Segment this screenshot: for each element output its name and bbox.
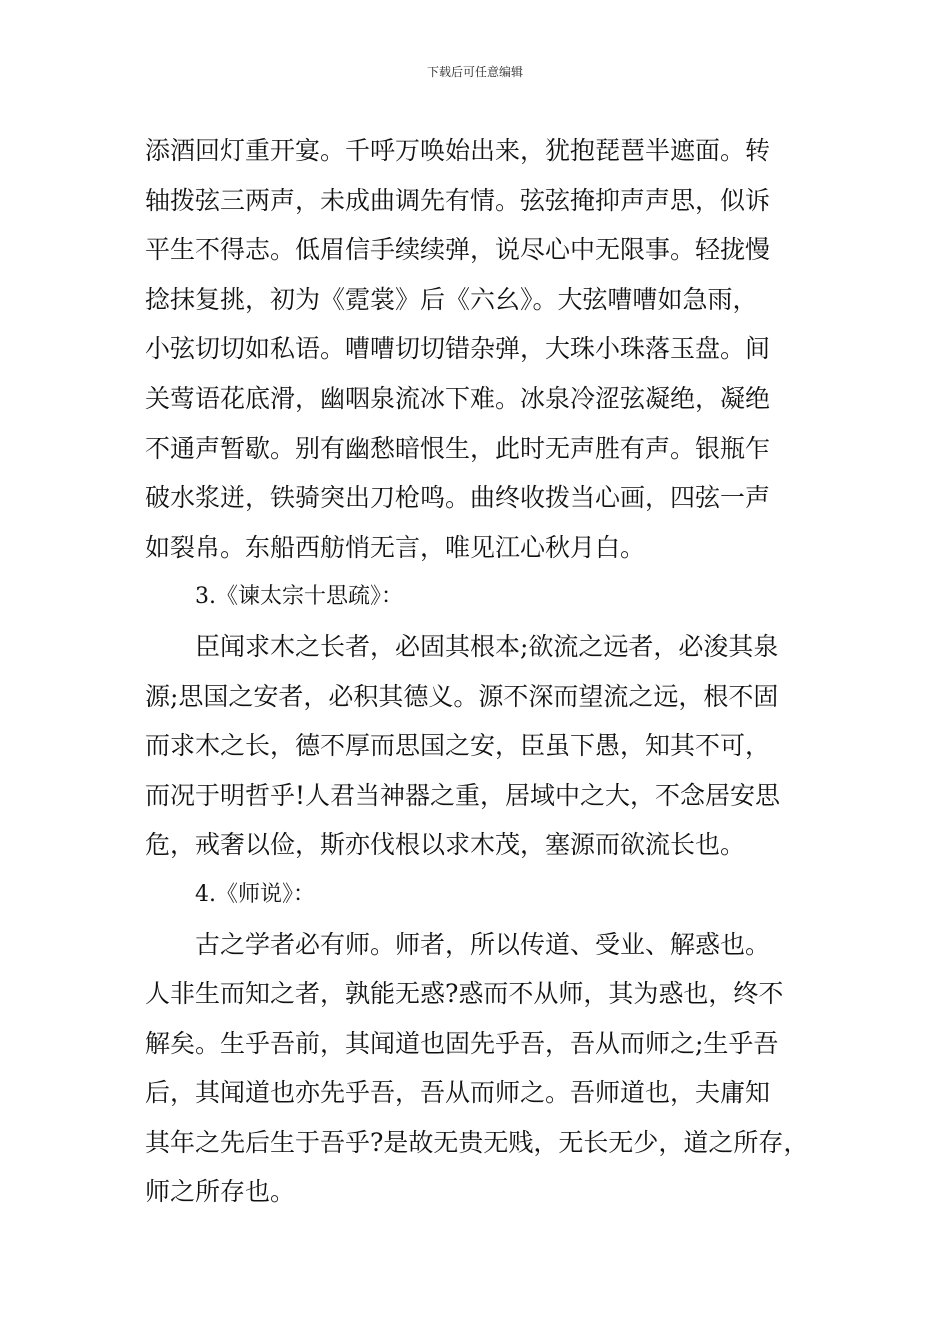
text-line: 平生不得志。低眉信手续续弹，说尽心中无限事。轻拢慢 (145, 235, 771, 265)
document-body (145, 126, 825, 1217)
text-line: 后，其闻道也亦先乎吾，吾从而师之。吾师道也，夫庸知 (145, 1078, 771, 1108)
text-line: 而况于明哲乎!人君当神器之重，居域中之大，不念居安思 (145, 780, 781, 810)
text-line: 小弦切切如私语。嘈嘈切切错杂弹，大珠小珠落玉盘。间 (145, 334, 771, 364)
text-line: 捻抹复挑，初为《霓裳》后《六幺》。大弦嘈嘈如急雨， (145, 284, 758, 314)
text-line: 如裂帛。东船西舫悄无言，唯见江心秋月白。 (145, 532, 646, 562)
section-heading: 4.《师说》： (195, 881, 315, 907)
poem-continuation (145, 126, 825, 572)
text-line: 其年之先后生于吾乎?是故无贵无贱，无长无少，道之所存， (145, 1127, 809, 1157)
text-line: 解矣。生乎吾前，其闻道也固先乎吾，吾从而师之;生乎吾 (145, 1028, 779, 1058)
text-line: 关莺语花底滑，幽咽泉流冰下难。冰泉冷涩弦凝绝，凝绝 (145, 383, 771, 413)
section-4 (145, 870, 825, 1217)
text-line: 破水浆迸，铁骑突出刀枪鸣。曲终收拨当心画，四弦一声 (145, 483, 771, 513)
text-line: 人非生而知之者，孰能无惑?惑而不从师，其为惑也，终不 (145, 979, 784, 1009)
text-line: 轴拨弦三两声，未成曲调先有情。弦弦掩抑声声思，似诉 (145, 185, 771, 215)
text-line: 源;思国之安者，必积其德义。源不深而望流之远，根不固 (145, 681, 779, 711)
page-header: 下载后可任意编辑 (426, 65, 523, 79)
text-line: 而求木之长，德不厚而思国之安，臣虽下愚，知其不可， (145, 731, 771, 761)
text-line: 危，戒奢以俭，斯亦伐根以求木茂，塞源而欲流长也。 (145, 830, 746, 860)
text-line: 臣闻求木之长者，必固其根本;欲流之远者，必浚其泉 (195, 631, 779, 661)
section-heading: 3.《谏太宗十思疏》： (195, 584, 403, 610)
section-3 (145, 572, 825, 870)
text-line: 不通声暂歇。别有幽愁暗恨生，此时无声胜有声。银瓶乍 (145, 433, 771, 463)
text-line: 古之学者必有师。师者，所以传道、受业、解惑也。 (195, 929, 771, 959)
text-line: 添酒回灯重开宴。千呼万唤始出来，犹抱琵琶半遮面。转 (145, 136, 771, 165)
text-line: 师之所存也。 (145, 1177, 296, 1207)
